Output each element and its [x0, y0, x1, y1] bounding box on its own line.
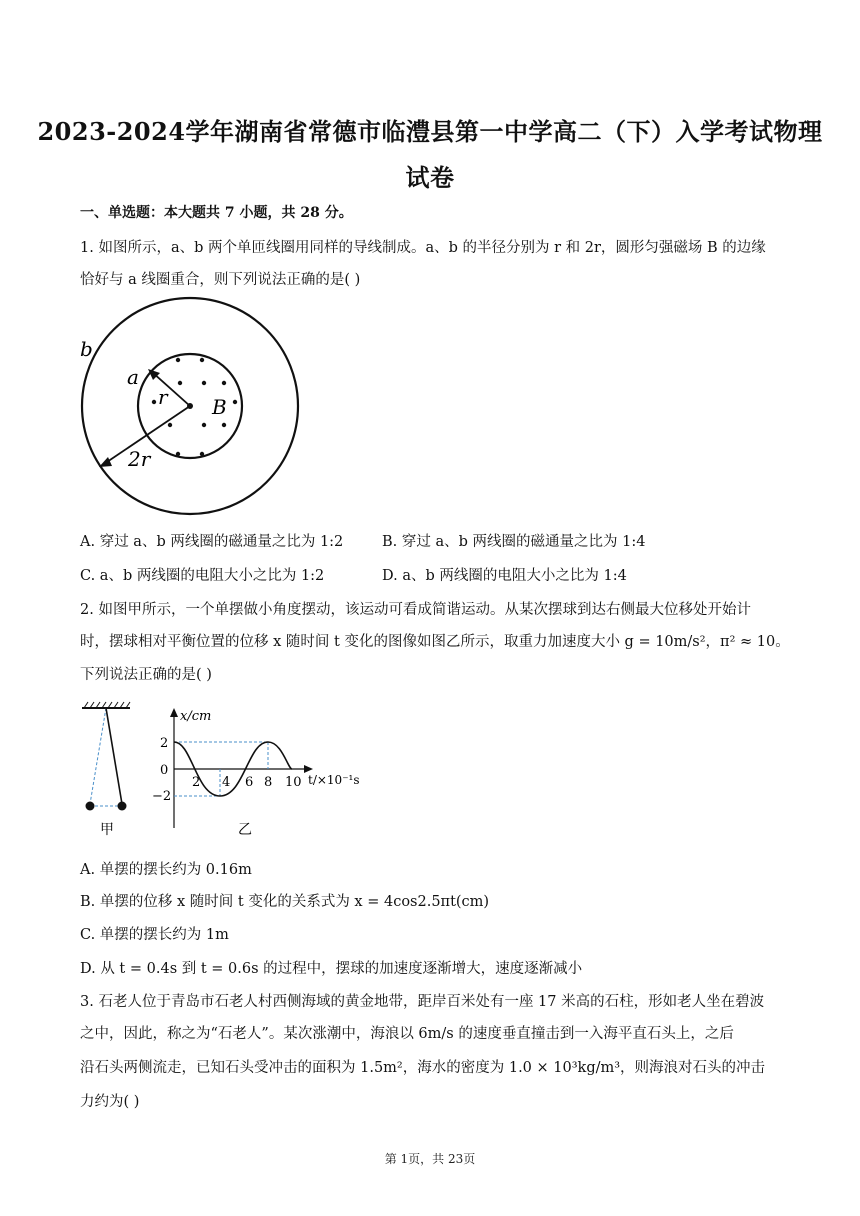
- q1-stem-line2: 恰好与 a 线圈重合，则下列说法正确的是( ): [80, 272, 361, 288]
- q2-option-b: B. 单摆的位移 x 随时间 t 变化的关系式为 x = 4cos2.5πt(cm): [80, 894, 490, 910]
- q3-stem-line3: 沿石头两侧流走，已知石头受冲击的面积为 1.5m²，海水的密度为 1.0 × 10³kg/m³，则海浪对石头的冲击: [80, 1060, 766, 1076]
- label-b: b: [80, 337, 93, 361]
- x-tick-4: 4: [222, 775, 231, 790]
- x-axis-label: t/×10⁻¹s: [308, 773, 360, 787]
- q1-option-c: C. a、b 两线圈的电阻大小之比为 1:2: [80, 568, 325, 584]
- x-tick-10: 10: [285, 775, 302, 790]
- paper-title-line1: 2023-2024学年湖南省常德市临澧县第一中学高二（下）入学考试物理: [37, 117, 823, 146]
- y-tick-neg2: −2: [152, 789, 172, 804]
- q2-option-a: A. 单摆的摆长约为 0.16m: [80, 862, 252, 878]
- q3-stem-line2: 之中，因此，称之为“石老人”。某次涨潮中，海浪以 6m/s 的速度垂直撞击到一入海平直石头上，之后: [80, 1026, 734, 1042]
- y-axis-label: x/cm: [180, 709, 212, 724]
- label-jia: 甲: [100, 822, 114, 838]
- q3-stem-line4: 力约为( ): [80, 1094, 140, 1110]
- x-tick-6: 6: [245, 775, 254, 790]
- q2-option-d: D. 从 t = 0.4s 到 t = 0.6s 的过程中，摆球的加速度逐渐增大，速度逐渐减小: [80, 961, 583, 977]
- q2-xt-graph: [150, 700, 370, 840]
- label-B: B: [212, 395, 227, 419]
- label-yi: 乙: [238, 822, 252, 838]
- q2-option-c: C. 单摆的摆长约为 1m: [80, 927, 229, 943]
- q2-pendulum-figure: [78, 700, 140, 840]
- q1-figure: [74, 296, 306, 520]
- x-tick-2: 2: [192, 775, 201, 790]
- q3-stem-line1: 3. 石老人位于青岛市石老人村西侧海域的黄金地带，距岸百米处有一座 17 米高的石柱，形如老人坐在碧波: [80, 994, 765, 1010]
- section-heading: 一、单选题：本大题共 7 小题，共 28 分。: [80, 205, 353, 221]
- q1-stem-line1: 1. 如图所示，a、b 两个单匝线圈用同样的导线制成。a、b 的半径分别为 r 和 2r，圆形匀强磁场 B 的边缘: [80, 240, 766, 256]
- label-a: a: [127, 365, 139, 389]
- page-footer: 第 1页，共 23页: [384, 1152, 476, 1166]
- q1-option-d: D. a、b 两线圈的电阻大小之比为 1:4: [382, 568, 627, 584]
- q1-option-a: A. 穿过 a、b 两线圈的磁通量之比为 1:2: [80, 534, 344, 550]
- q2-stem-line3: 下列说法正确的是( ): [80, 667, 212, 683]
- label-2r: 2r: [128, 447, 151, 471]
- paper-title-line2: 试卷: [405, 163, 455, 192]
- q1-option-b: B. 穿过 a、b 两线圈的磁通量之比为 1:4: [382, 534, 646, 550]
- y-tick-0: 0: [160, 763, 169, 778]
- x-tick-8: 8: [264, 775, 273, 790]
- label-r: r: [158, 385, 168, 409]
- q2-stem-line2: 时，摆球相对平衡位置的位移 x 随时间 t 变化的图像如图乙所示，取重力加速度大小 g = 10m/s²，π² ≈ 10。: [80, 634, 790, 650]
- y-tick-2: 2: [160, 736, 169, 751]
- q2-stem-line1: 2. 如图甲所示，一个单摆做小角度摆动，该运动可看成简谐运动。从某次摆球到达右侧最大位移处开始计: [80, 602, 751, 618]
